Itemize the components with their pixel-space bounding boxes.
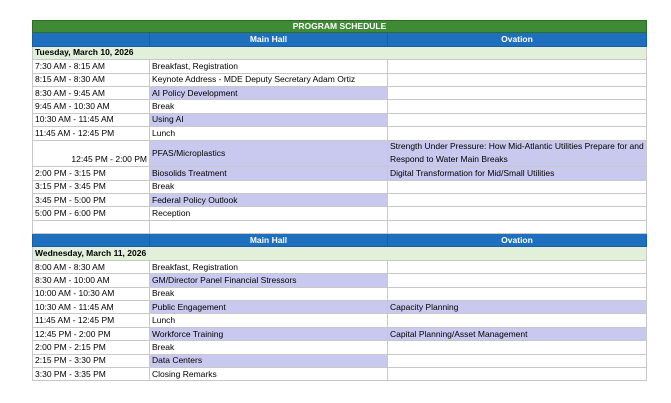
- schedule-row: [32, 314, 647, 327]
- main-hall-cell[interactable]: Using AI: [150, 114, 388, 127]
- ovation-cell[interactable]: [388, 274, 647, 287]
- time-cell[interactable]: 10:00 AM - 10:30 AM: [32, 288, 150, 301]
- spacer-cell[interactable]: [32, 221, 150, 234]
- header-row-day1: [32, 33, 647, 46]
- time-cell[interactable]: 8:30 AM - 10:00 AM: [32, 274, 150, 287]
- main-hall-cell[interactable]: Break: [150, 100, 388, 113]
- ovation-cell[interactable]: [388, 60, 647, 73]
- ovation-cell[interactable]: [388, 207, 647, 220]
- main-hall-cell[interactable]: Breakfast, Registration: [150, 60, 388, 73]
- time-cell[interactable]: 2:00 PM - 2:15 PM: [32, 341, 150, 354]
- time-cell[interactable]: 11:45 AM - 12:45 PM: [32, 127, 150, 140]
- schedule-sheet: [32, 20, 647, 381]
- main-hall-cell[interactable]: GM/Director Panel Financial Stressors: [150, 274, 388, 287]
- day1-row: [32, 47, 647, 60]
- time-cell[interactable]: 2:00 PM - 3:15 PM: [32, 167, 150, 180]
- schedule-row: [32, 328, 647, 341]
- header-main-hall[interactable]: Main Hall: [150, 234, 388, 247]
- ovation-cell[interactable]: [388, 100, 647, 113]
- time-cell[interactable]: 8:30 AM - 9:45 AM: [32, 87, 150, 100]
- time-cell[interactable]: 12:45 PM - 2:00 PM: [32, 328, 150, 341]
- main-hall-cell[interactable]: PFAS/Microplastics: [150, 141, 388, 168]
- main-hall-cell[interactable]: Closing Remarks: [150, 368, 388, 381]
- schedule-row: [32, 87, 647, 100]
- day2-sessions: [32, 261, 647, 382]
- main-hall-cell[interactable]: Lunch: [150, 314, 388, 327]
- header-main-hall[interactable]: Main Hall: [150, 33, 388, 46]
- header-row-day2: [32, 234, 647, 247]
- main-hall-cell[interactable]: Break: [150, 288, 388, 301]
- schedule-row: [32, 127, 647, 140]
- schedule-row: [32, 368, 647, 381]
- schedule-row: [32, 141, 647, 168]
- schedule-row: [32, 74, 647, 87]
- schedule-row: [32, 261, 647, 274]
- schedule-row: [32, 341, 647, 354]
- ovation-cell[interactable]: [388, 194, 647, 207]
- schedule-row: [32, 100, 647, 113]
- schedule-row: [32, 274, 647, 287]
- time-cell[interactable]: 12:45 PM - 2:00 PM: [32, 141, 150, 168]
- day1-sessions: [32, 60, 647, 221]
- time-cell[interactable]: 5:00 PM - 6:00 PM: [32, 207, 150, 220]
- main-hall-cell[interactable]: Public Engagement: [150, 301, 388, 314]
- ovation-cell[interactable]: Digital Transformation for Mid/Small Utilities: [388, 167, 647, 180]
- ovation-cell[interactable]: [388, 261, 647, 274]
- main-hall-cell[interactable]: Reception: [150, 207, 388, 220]
- ovation-cell[interactable]: [388, 288, 647, 301]
- time-cell[interactable]: 7:30 AM - 8:15 AM: [32, 60, 150, 73]
- schedule-row: [32, 181, 647, 194]
- ovation-cell[interactable]: [388, 127, 647, 140]
- main-hall-cell[interactable]: AI Policy Development: [150, 87, 388, 100]
- main-hall-cell[interactable]: Biosolids Treatment: [150, 167, 388, 180]
- schedule-row: [32, 194, 647, 207]
- main-hall-cell[interactable]: Break: [150, 341, 388, 354]
- main-hall-cell[interactable]: Break: [150, 181, 388, 194]
- main-hall-cell[interactable]: Breakfast, Registration: [150, 261, 388, 274]
- ovation-cell[interactable]: Capital Planning/Asset Management: [388, 328, 647, 341]
- time-cell[interactable]: 9:45 AM - 10:30 AM: [32, 100, 150, 113]
- day1-label[interactable]: Tuesday, March 10, 2026: [32, 47, 647, 60]
- spacer-cell[interactable]: [388, 221, 647, 234]
- schedule-row: [32, 167, 647, 180]
- day2-row: [32, 247, 647, 260]
- schedule-row: [32, 301, 647, 314]
- ovation-cell[interactable]: [388, 341, 647, 354]
- time-cell[interactable]: 3:30 PM - 3:35 PM: [32, 368, 150, 381]
- time-cell[interactable]: 2:15 PM - 3:30 PM: [32, 355, 150, 368]
- day2-label[interactable]: Wednesday, March 11, 2026: [32, 247, 647, 260]
- spacer-cell[interactable]: [150, 221, 388, 234]
- schedule-row: [32, 288, 647, 301]
- time-cell[interactable]: 10:30 AM - 11:45 AM: [32, 301, 150, 314]
- schedule-row: [32, 207, 647, 220]
- header-time-cell[interactable]: [32, 33, 150, 46]
- header-ovation[interactable]: Ovation: [388, 234, 647, 247]
- schedule-title[interactable]: PROGRAM SCHEDULE: [32, 20, 647, 33]
- time-cell[interactable]: 3:45 PM - 5:00 PM: [32, 194, 150, 207]
- time-cell[interactable]: 3:15 PM - 3:45 PM: [32, 181, 150, 194]
- main-hall-cell[interactable]: Lunch: [150, 127, 388, 140]
- main-hall-cell[interactable]: Data Centers: [150, 355, 388, 368]
- time-cell[interactable]: 8:00 AM - 8:30 AM: [32, 261, 150, 274]
- time-cell[interactable]: 11:45 AM - 12:45 PM: [32, 314, 150, 327]
- ovation-cell[interactable]: [388, 114, 647, 127]
- header-ovation[interactable]: Ovation: [388, 33, 647, 46]
- time-cell[interactable]: 8:15 AM - 8:30 AM: [32, 74, 150, 87]
- main-hall-cell[interactable]: Workforce Training: [150, 328, 388, 341]
- ovation-cell[interactable]: [388, 355, 647, 368]
- ovation-cell[interactable]: [388, 87, 647, 100]
- header-time-cell[interactable]: [32, 234, 150, 247]
- ovation-cell[interactable]: [388, 368, 647, 381]
- time-cell[interactable]: 10:30 AM - 11:45 AM: [32, 114, 150, 127]
- ovation-cell[interactable]: Strength Under Pressure: How Mid-Atlantic Utilities Prepare for and Respond to Water Main Breaks: [388, 141, 647, 168]
- ovation-cell[interactable]: [388, 314, 647, 327]
- ovation-cell[interactable]: Capacity Planning: [388, 301, 647, 314]
- spacer-row: [32, 221, 647, 234]
- main-hall-cell[interactable]: Keynote Address - MDE Deputy Secretary Adam Ortiz: [150, 74, 388, 87]
- main-hall-cell[interactable]: Federal Policy Outlook: [150, 194, 388, 207]
- ovation-cell[interactable]: [388, 181, 647, 194]
- schedule-row: [32, 60, 647, 73]
- title-row: [32, 20, 647, 33]
- schedule-row: [32, 114, 647, 127]
- ovation-cell[interactable]: [388, 74, 647, 87]
- schedule-row: [32, 355, 647, 368]
